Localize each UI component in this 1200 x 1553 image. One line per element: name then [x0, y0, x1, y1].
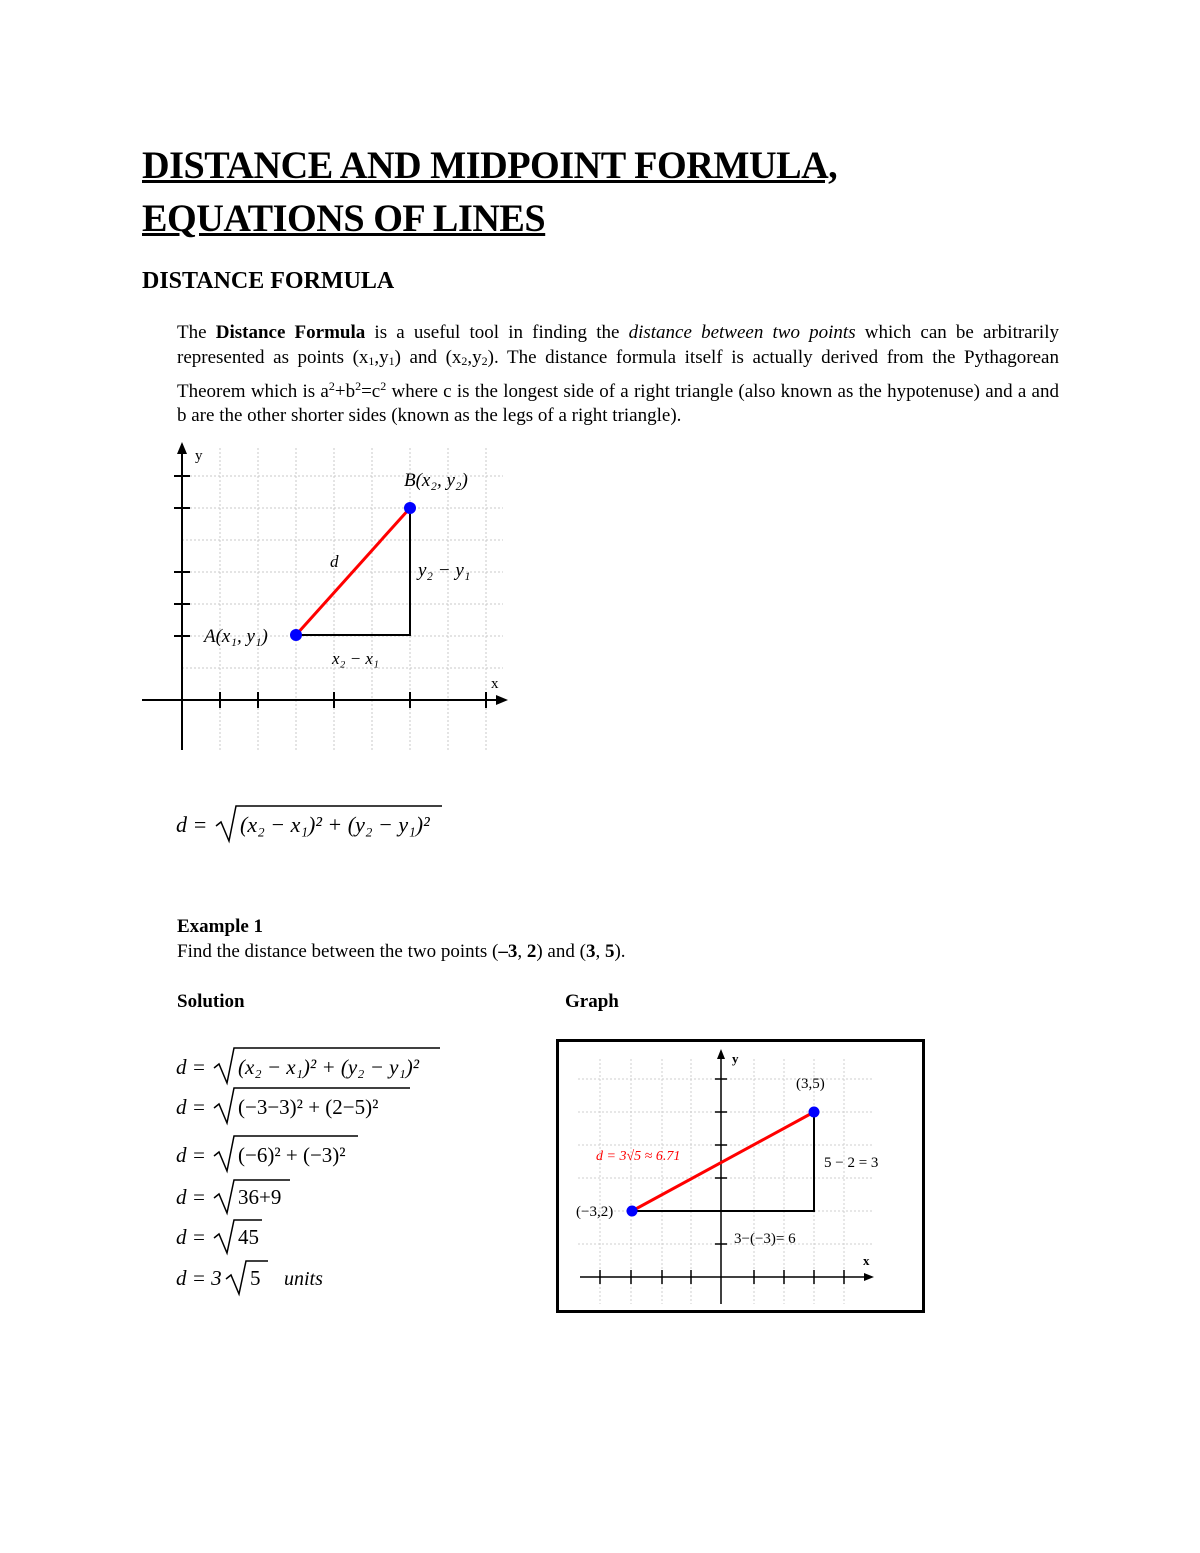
step-lhs: d = — [176, 1055, 206, 1079]
graph-vertical-leg-label: 5 − 2 = 3 — [824, 1155, 879, 1171]
x-axis-label: x — [491, 676, 499, 692]
solution-steps — [172, 1040, 472, 1300]
question-value: 2 — [526, 941, 537, 962]
question-value: –3 — [498, 941, 518, 962]
solution-step — [176, 1180, 290, 1213]
step-lhs: d = — [176, 1225, 206, 1249]
point-a-label: A(x₁, y₁) — [204, 626, 268, 647]
step-lhs: d = 3 — [176, 1266, 222, 1290]
point-b-marker — [404, 502, 416, 514]
intro-text: =c — [361, 380, 381, 402]
section-title: DISTANCE FORMULA — [142, 268, 395, 294]
subscript: 1 — [368, 353, 375, 368]
question-text: ) and ( — [536, 941, 586, 962]
radical-sign — [226, 1261, 268, 1294]
intro-text: ,y — [467, 346, 482, 368]
step-body: 5 — [250, 1266, 261, 1290]
solution-step — [176, 1261, 323, 1294]
point-a-marker — [290, 629, 302, 641]
y-axis-arrow-icon — [177, 442, 187, 454]
intro-text: +b — [334, 380, 356, 402]
superscript: 2 — [380, 378, 387, 393]
question-text: , — [595, 941, 605, 962]
horizontal-leg-label: x₂ − x₁ — [332, 649, 379, 668]
subscript: 2 — [461, 353, 468, 368]
step-body: 45 — [238, 1225, 259, 1249]
superscript: 2 — [355, 378, 362, 393]
vertical-leg-label: y₂ − y₁ — [418, 560, 471, 581]
step-lhs: d = — [176, 1095, 206, 1119]
diagram-grid — [182, 448, 503, 750]
hypotenuse-label: d — [330, 552, 339, 571]
graph-point-a-marker — [627, 1206, 638, 1217]
y-axis-label: y — [195, 448, 203, 464]
step-body: (−6)² + (−3)² — [238, 1143, 346, 1167]
example-question — [177, 941, 626, 963]
intro-text: which can be arbitrarily represented as points (x — [177, 322, 1059, 368]
distance-diagram — [138, 440, 518, 760]
intro-paragraph — [177, 321, 1059, 429]
step-lhs: d = — [176, 1143, 206, 1167]
graph-heading: Graph — [565, 991, 619, 1012]
page-title-line-1: DISTANCE AND MIDPOINT FORMULA, — [142, 144, 838, 187]
superscript: 2 — [328, 378, 335, 393]
example-heading: Example 1 — [177, 916, 264, 937]
solution-heading: Solution — [177, 991, 245, 1012]
solution-step — [176, 1220, 262, 1253]
graph-point-a-label: (−3,2) — [576, 1204, 614, 1220]
intro-text: where c is the longest side of a right triangle (also known as the hypotenuse) and a and b are the other shorter sides (known as the legs of a right triangle). — [177, 380, 1059, 427]
graph-y-axis-label: y — [732, 1051, 739, 1066]
intro-text: ) and (x — [394, 346, 462, 368]
graph-hypotenuse-label: d = 3√5 ≈ 6.71 — [596, 1149, 681, 1164]
graph-point-b-marker — [809, 1107, 820, 1118]
graph-horizontal-leg-label: 3−(−3)= 6 — [734, 1231, 796, 1247]
point-b-label: B(x₂, y₂) — [404, 470, 468, 491]
distance-formula — [172, 798, 462, 848]
x-axis-arrow-icon — [496, 695, 508, 705]
question-text: Find the distance between the two points ( — [177, 941, 499, 962]
subscript: 2 — [481, 353, 488, 368]
page-title-line-2: EQUATIONS OF LINES — [142, 197, 546, 240]
intro-text: ,y — [374, 346, 389, 368]
question-text: ). — [614, 941, 626, 962]
graph-frame — [558, 1041, 924, 1312]
step-body: (−3−3)² + (2−5)² — [238, 1095, 379, 1119]
question-value: 3 — [585, 941, 596, 962]
step-units: units — [284, 1268, 323, 1290]
solution-step — [176, 1088, 410, 1123]
solution-step — [176, 1048, 440, 1083]
graph-x-axis-label: x — [863, 1253, 870, 1268]
step-lhs: d = — [176, 1185, 206, 1209]
intro-text: The — [177, 322, 216, 343]
question-text: , — [517, 941, 527, 962]
subscript: 1 — [388, 353, 395, 368]
step-body: 36+9 — [238, 1185, 282, 1209]
solution-step — [176, 1136, 358, 1171]
question-value: 5 — [604, 941, 615, 962]
formula-lhs: d = — [176, 812, 208, 837]
step-body: (x₂ − x₁)² + (y₂ − y₁)² — [238, 1055, 420, 1079]
intro-text: is a useful tool in finding the — [365, 322, 629, 343]
formula-body: (x₂ − x₁)² + (y₂ − y₁)² — [240, 812, 430, 837]
intro-italic-term: distance between two points — [628, 322, 856, 343]
graph-point-b-label: (3,5) — [796, 1076, 825, 1092]
intro-bold-term: Distance Formula — [215, 322, 366, 343]
hypotenuse-line — [296, 508, 410, 635]
example-graph — [556, 1039, 926, 1314]
intro-text: ). The distance formula itself is actually derived from the Pythagorean Theorem which is a — [177, 346, 1059, 402]
